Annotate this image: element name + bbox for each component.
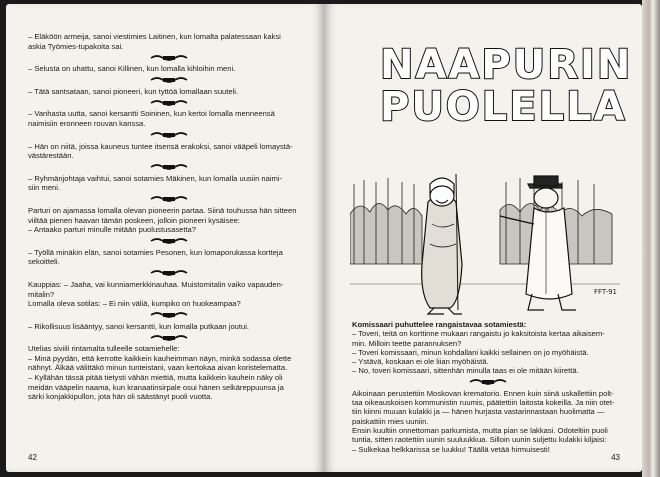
paragraph-line: västärestään. xyxy=(28,151,74,161)
paragraph-line: – Tätä santsataan, sanoi pioneeri, kun tyttöä lomallaan suuteli. xyxy=(28,86,239,96)
paragraph-line: – Ryhmänjohtaja vaihtui, sanoi sotamies Mäkinen, kun lomalla uusiin naimi- xyxy=(28,173,283,183)
dialogue-line: – No, toveri komissaari, sittenhän minulla taas ei ole mitään kiirettä. xyxy=(352,366,579,376)
paragraph-line: sekoitteli. xyxy=(28,257,60,267)
separator-icon xyxy=(149,163,189,171)
story-line: tiin kiinni muuan kulakki ja — hänen hurjasta vastarinnastaan huolimatta — xyxy=(352,407,605,417)
paragraph-line: naimisiin eronneen rouvan kanssa. xyxy=(28,118,146,128)
separator-icon xyxy=(149,195,189,203)
paragraph-line: askia Työmies-tupakoita sai. xyxy=(28,41,124,51)
story-line: taa oikeauskoisen kommunistin ruumis, päätettiin laitosta kokeilla. Ja niin otet- xyxy=(352,398,615,408)
separator-icon xyxy=(149,99,189,107)
separator-ornament xyxy=(28,235,310,248)
paragraph-line: meidän vääpelin naama, kun kranaatinsirpale osui hänen selkäreppuunsa ja xyxy=(28,382,284,392)
paragraph-line: – Vanhasta uutta, sanoi kersantti Soininen, kun kertoi lomalla menneensä xyxy=(28,109,275,119)
page-number-left: 42 xyxy=(28,453,37,462)
right-page xyxy=(324,4,642,472)
separator-ornament xyxy=(28,51,310,64)
caption-title: Komissaari puhuttelee rangaistavaa sotamiestä: xyxy=(352,320,527,329)
separator-icon xyxy=(149,311,189,319)
paragraph-line: – Minä pyydän, että kerrotte kaikkein kauheimman näyn, minkä sodassa olette xyxy=(28,353,292,363)
story-line: – Sulkekaa helkkarissa se luukku! Täällä vetää hirmuisesti! xyxy=(352,444,550,454)
separator-ornament xyxy=(28,74,310,87)
artist-signature: FFT-91 xyxy=(594,288,617,296)
paragraph-line: – Kyllähän tässä pitää tietysti vähän miettiä, mutta kaikkein kauhein näky oli xyxy=(28,373,283,383)
story-line: Aikoinaan perustettiin Moskovan krematorio. Ennen kuin siinä uskallettiin polt- xyxy=(352,388,614,398)
paragraph-line: – Antaako parturi minulle mitään puolustusasetta? xyxy=(28,225,197,235)
separator-icon xyxy=(149,131,189,139)
paragraph-line: nähnyt. Älkää välittäkö minun tunteistani, vaan kertokaa aivan koristelematta. xyxy=(28,363,288,373)
paragraph-line: Parturi on ajamassa lomalla olevan pioneerin partaa. Siinä touhussa hän sitteen xyxy=(28,205,297,215)
paragraph-line: – Työllä minäkin elän, sanoi sotamies Pesonen, kun lomaporukassa kortteja xyxy=(28,247,283,257)
paragraph-line: – Eläköön armeija, sanoi viestimies Laitinen, kun lomalta palatessaan kaksi xyxy=(28,32,281,41)
separator-icon xyxy=(149,76,189,84)
paragraph-line: – Rikollisuus lisääntyy, sanoi kersantti, kun lomalla putkaan joutui. xyxy=(28,321,250,331)
story xyxy=(352,389,624,454)
left-page xyxy=(6,4,324,472)
story-line: tuntia, sitten raotettiin uunin suuluukkua. Silloin uunin suljettu kulakki kiljaisi: xyxy=(352,435,607,445)
paragraph-line: Kauppias: – Jaaha, vai kunniamerkkinauhaa. Muistomitalin vaiko vapauden- xyxy=(28,279,284,289)
page-number-right: 43 xyxy=(611,453,620,462)
paragraph-line: särki konjakkipullon, jota hän oli säästänyt puoli vuotta. xyxy=(28,392,213,402)
separator-icon xyxy=(149,54,189,62)
separator-icon xyxy=(149,269,189,277)
paragraph-line: – Hän on niitä, joissa kauneus tuntee itsensä erakoksi, sanoi vääpeli lomaystä- xyxy=(28,141,293,151)
separator-ornament xyxy=(28,331,310,344)
paragraph-line: Lomalla oleva sotilas: – Ei niin väliä, kumpiko on huokeampaa? xyxy=(28,299,241,309)
paragraph-line: siin meni. xyxy=(28,183,61,193)
separator-ornament xyxy=(28,193,310,206)
separator-ornament xyxy=(28,129,310,142)
crowd-background xyxy=(350,178,612,264)
dialogue-line: min. Milloin teette parannuksen? xyxy=(352,338,462,348)
separator-icon xyxy=(149,334,189,342)
headline xyxy=(380,42,633,130)
paragraph-line: – Selusta on uhattu, sanoi Killinen, kun lomalla kihloihin meni. xyxy=(28,64,236,74)
paragraph-line: viiltää pienen haavan tämän poskeen, jolloin pioneeri kysäisee: xyxy=(28,215,240,225)
separator-icon xyxy=(149,237,189,245)
paragraph-line: Utelias siviili rintamalta tulleelle sotamiehelle: xyxy=(28,344,180,354)
dialogue xyxy=(352,329,624,375)
paragraph-line: mitalin? xyxy=(28,289,55,299)
soldier-figure xyxy=(422,174,462,314)
right-page-text xyxy=(352,320,624,454)
story-line: paiskattiin mies uuniin. xyxy=(352,416,429,426)
separator-ornament xyxy=(28,267,310,280)
separator-ornament xyxy=(28,161,310,174)
separator-ornament xyxy=(352,376,624,389)
cartoon-illustration xyxy=(350,144,620,316)
dialogue-line: – Ystävä, koskaan ei ole liian myöhäistä. xyxy=(352,357,489,367)
dialogue-line: – Toveri komissaari, minun kohdallani kaikki sellainen on jo myöhäistä. xyxy=(352,347,589,357)
headline-line-2: PUOLELLA xyxy=(380,84,627,130)
story-line: Ensin kuultiin onnettoman parkumista, mutta pian se lakkasi. Odoteltiin puoli xyxy=(352,425,608,435)
dialogue-line: – Toveri, teitä on korttinne mukaan rangaistu jo kaksitoista kertaa aikaisem- xyxy=(352,329,605,339)
separator-ornament xyxy=(28,96,310,109)
headline-line-1: NAAPURIN xyxy=(380,42,633,88)
page-edge xyxy=(642,0,660,477)
separator-ornament xyxy=(28,309,310,322)
left-page-text xyxy=(28,32,310,402)
